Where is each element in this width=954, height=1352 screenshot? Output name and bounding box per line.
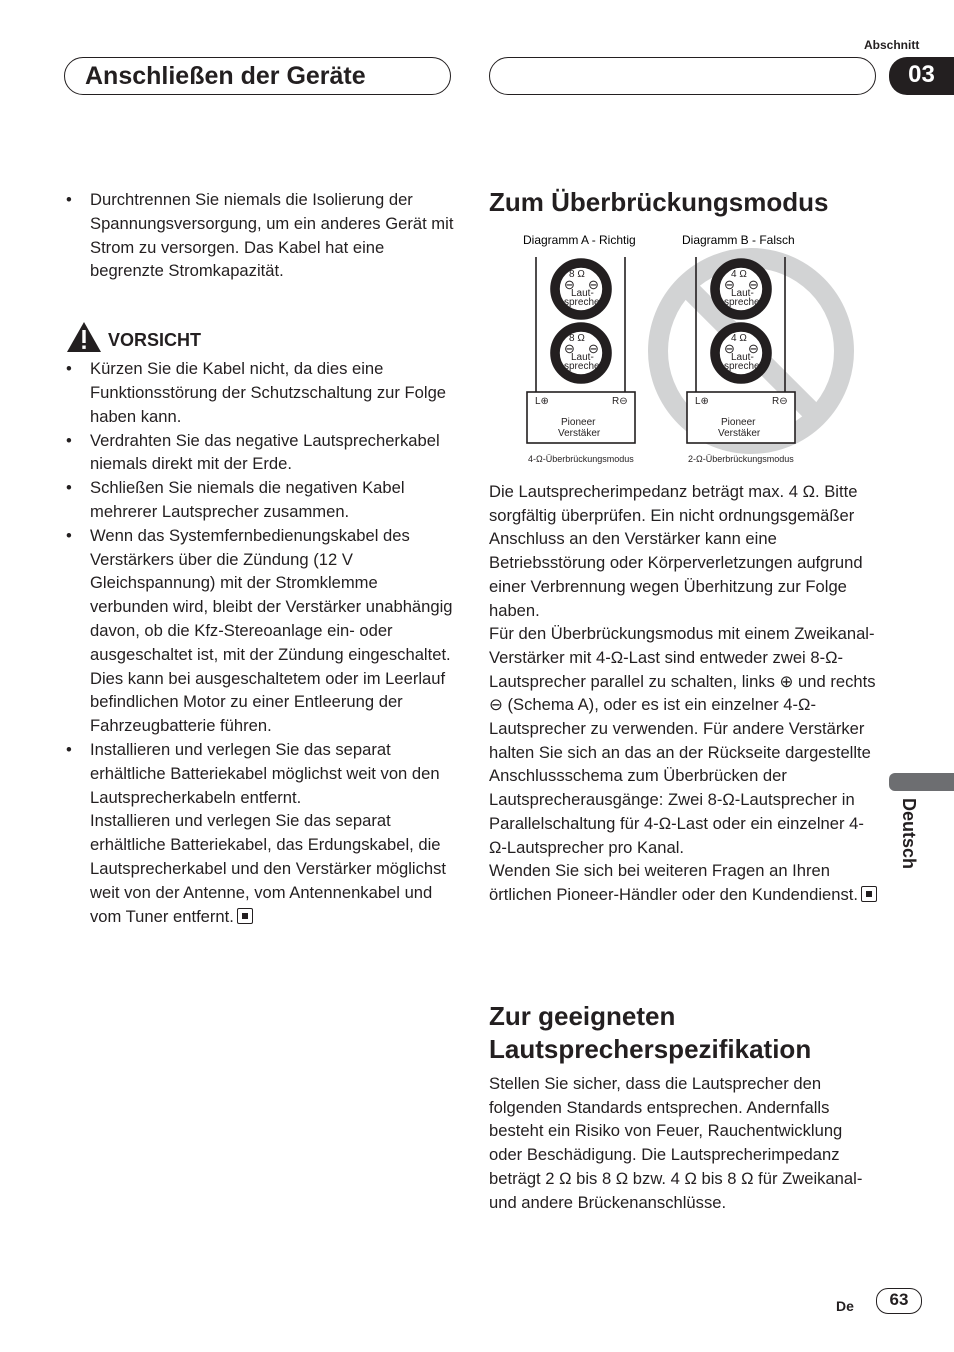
end-mark-icon (237, 908, 253, 924)
amp-terminal-right: R⊖ (772, 396, 788, 407)
diagram-b-caption: 2-Ω-Überbrückungsmodus (688, 454, 794, 464)
speaker-label: Laut- (731, 352, 754, 363)
diagram-b (687, 257, 795, 443)
svg-text:⊖: ⊖ (724, 341, 735, 356)
svg-text:⊖: ⊖ (748, 341, 759, 356)
diagram-a-caption: 4-Ω-Überbrückungsmodus (528, 454, 634, 464)
speaker-impedance: 4 Ω (731, 269, 747, 280)
language-tab-label: Deutsch (899, 798, 919, 870)
bridge-body (489, 480, 877, 907)
bridge-paragraph-2: Für den Überbrückungsmodus mit einem Zweikanal-Verstärker mit 4-Ω-Last sind entweder zwei 8-Ω-Lautsprecher parallel zu schalten, links ⊕ und rechts ⊖ (Schema A), oder es ist ein einzelner 4-Ω-Lautsprecher zu verwenden. Für andere Verstärker halten Sie sich an das an der Rückseite dargestellte Anschlussschema zum Überbrücken der Lautsprecherausgänge: Zwei 8-Ω-Lautsprecher in Parallelschaltung für 4-Ω-Last oder ein einzelner 4-Ω-Lautsprecher pro Kanal. (489, 624, 876, 857)
speaker-label: sprecher (724, 361, 763, 372)
bridge-paragraph-1: Die Lautsprecherimpedanz beträgt max. 4 Ω. Bitte sorgfältig überprüfen. Ein nicht ordnungsgemäßer Anschluss an den Verstärker kann eine Betriebsstörung oder Körperverletzungen aufgrund einer Verbrennung wegen Überhitzung zur Folge haben. (489, 482, 863, 620)
diagram-a-title: Diagramm A - Richtig (523, 233, 636, 247)
amp-terminal-right: R⊖ (612, 396, 628, 407)
caution-last-paragraph: Installieren und verlegen Sie das separat erhältliche Batteriekabel, das Erdungskabel, die Lautsprecherkabel und den Verstärker möglichst weit von der Antenne, vom Antennenkabel und vom Tuner entfernt. (90, 811, 447, 926)
section-title-pill (64, 57, 451, 95)
speaker-label: Laut- (571, 352, 594, 363)
speaker-label: Laut- (571, 288, 594, 299)
amp-terminal-left: L⊕ (695, 396, 709, 407)
list-item: • Installieren und verlegen Sie das separat erhältliche Batteriekabel möglichst weit von den Lautsprecherkabeln entfernt. Installieren und verlegen Sie das separat erhältliche Batteriekabel, das Erdungskabel, die Lautsprecherkabel und den Verstärker möglichst weit von der Antenne, vom Antennenkabel und vom Tuner entfernt. (66, 739, 447, 926)
spec-heading: Zur geeigneten Lautsprecherspezifikation (489, 1001, 812, 1064)
chapter-label: Abschnitt (864, 38, 920, 52)
list-item: • Schließen Sie niemals die negativen Kabel mehrerer Lautsprecher zusammen. (66, 478, 405, 521)
page-number: 63 (876, 1288, 922, 1314)
bridge-heading: Zum Überbrückungsmodus (489, 187, 829, 217)
diagram-b-title: Diagramm B - Falsch (682, 233, 795, 247)
bridge-diagram (489, 226, 869, 471)
svg-text:⊖: ⊖ (588, 277, 599, 292)
list-item: • Wenn das Systemfernbedienungskabel des Verstärkers über die Zündung (12 V Gleichspannung) mit der Stromklemme verbunden wird, bleibt der Verstärker unabhängig davon, ob die Kfz-Stereoanlage ein- oder ausgeschaltet ist, mit der Zündung eingeschaltet. Dies kann bei ausgeschaltetem oder im Leerlauf befindlichen Motor zu einer Entleerung der Fahrzeugbatterie führen. (66, 525, 453, 736)
chapter-number-badge: 03 (889, 57, 954, 95)
caution-header (64, 321, 454, 355)
diagram-a (527, 257, 635, 443)
header-empty-pill (489, 57, 876, 95)
amp-terminal-left: L⊕ (535, 396, 549, 407)
speaker-label: sprecher (724, 297, 763, 308)
amp-label: Pioneer (721, 417, 756, 428)
intro-list (64, 188, 454, 283)
section-title: Anschließen der Geräte (85, 62, 366, 90)
list-item: • Durchtrennen Sie niemals die Isolierung der Spannungsversorgung, um ein anderes Gerät mit Strom zu versorgen. Das Kabel hat eine begrenzte Stromkapazität. (66, 190, 454, 281)
amp-label: Verstäker (718, 428, 761, 439)
end-mark-icon (861, 886, 877, 902)
speaker-impedance: 4 Ω (731, 333, 747, 344)
spec-paragraph: Stellen Sie sicher, dass die Lautsprecher den folgenden Standards entsprechen. Andernfalls besteht ein Risiko von Feuer, Rauchentwicklung oder Beschädigung. Die Lautsprecherimpedanz beträgt 2 Ω bis 8 Ω bzw. 4 Ω bis 8 Ω für Zweikanal- und andere Brückenanschlüsse. (489, 1074, 863, 1212)
svg-text:⊖: ⊖ (724, 277, 735, 292)
svg-text:⊖: ⊖ (748, 277, 759, 292)
caution-list (64, 357, 454, 928)
list-item: • Kürzen Sie die Kabel nicht, da dies eine Funktionsstörung der Schutzschaltung zur Folge haben kann. (66, 359, 447, 426)
amp-label: Pioneer (561, 417, 596, 428)
caution-title: VORSICHT (108, 330, 202, 351)
amp-label: Verstäker (558, 428, 601, 439)
speaker-label: sprecher (564, 297, 603, 308)
warning-icon (66, 321, 102, 353)
speaker-label: sprecher (564, 361, 603, 372)
left-column (64, 188, 454, 928)
svg-text:⊖: ⊖ (564, 277, 575, 292)
speaker-label: Laut- (731, 288, 754, 299)
svg-text:⊖: ⊖ (588, 341, 599, 356)
language-tab-marker (889, 773, 954, 791)
list-item: • Verdrahten Sie das negative Lautsprecherkabel niemals direkt mit der Erde. (66, 430, 440, 474)
footer-lang-code: De (836, 1298, 854, 1314)
bridge-paragraph-3: Wenden Sie sich bei weiteren Fragen an Ihren örtlichen Pioneer-Händler oder den Kundendienst. (489, 859, 877, 906)
speaker-impedance: 8 Ω (569, 269, 585, 280)
svg-text:⊖: ⊖ (564, 341, 575, 356)
speaker-impedance: 8 Ω (569, 333, 585, 344)
